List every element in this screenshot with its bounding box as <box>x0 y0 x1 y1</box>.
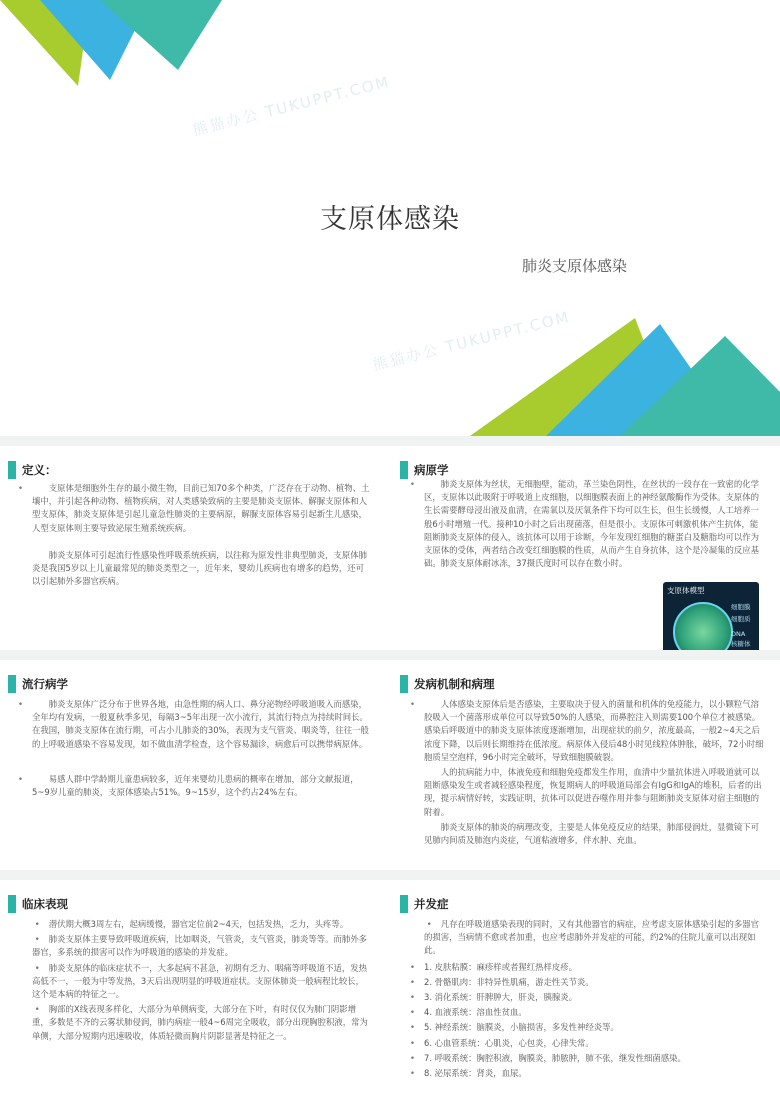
divider-band <box>0 650 780 660</box>
accent-bar <box>400 895 408 913</box>
paragraph: • 肺炎支原体广泛分布于世界各地，由急性期的病人口、鼻分泌物经呼吸道吸入而感染，全年均有发病，一般夏秋季多见，每隔3~5年出现一次小流行，其流行特点为持续时间长。在我国，肺炎支原体在流行期，可占小儿肺炎的30%，表现为支气管炎、咽炎等，往往一般的上呼吸道感染不容易发现，如不做血清学检查，这个容易漏诊，病愈后可以携带病原体。 <box>14 698 372 751</box>
slide-header <box>0 894 68 914</box>
cover-title: 支原体感染 <box>320 204 460 235</box>
slide-title: 临床表现 <box>22 897 68 911</box>
list-item: • 4. 血液系统：溶血性贫血。 <box>406 1006 766 1019</box>
cover-slide <box>0 0 780 436</box>
paragraph: • 支原体是细胞外生存的最小微生物，目前已知70多个种类，广泛存在于动物、植物、土壤中，并引起各种动物、植物疾病，对人类感染致病的主要是肺炎支原体、解脲支原体和人型支原体，肺炎支原体是引起儿童急性肺炎的主要病原，解脲支原体容易引起新生儿感染，人型支原体则主要导致泌尿生殖系统疾病。 <box>14 482 372 535</box>
list-item: • 肺炎支原体主要导致呼吸道疾病，比如咽炎，气管炎，支气管炎，肺炎等等。而肺外多器官，多系统的损害可以作为呼吸道的感染的并发症。 <box>14 933 372 959</box>
slide-pathogenesis <box>392 660 780 870</box>
slide-title: 并发症 <box>414 897 449 911</box>
slide-header <box>392 674 495 694</box>
figure-label: 细胞膜 <box>731 603 751 611</box>
accent-bar <box>8 461 16 479</box>
list-item: • 胸部的X线表现多样化，大部分为单侧病变，大部分在下叶，有时仅仅为肺门阴影增重，多数是不齐的云雾状肺侵润，肺内病症一般4~6周完全吸收，部分出现胸腔积液，常为单侧，大部分短期内迅速吸收，体质轻微而胸片阴影显著是特征之一。 <box>14 1003 372 1043</box>
watermark-text: 熊猫办公 TUKUPPT.COM <box>190 72 393 140</box>
list-item: • 1. 皮肤粘膜：麻疹样或者猩红热样皮疹。 <box>406 961 766 974</box>
list-item: • 潜伏期大概3周左右，起病缓慢，器官定位前2~4天，包括发热，乏力，头疼等。 <box>14 918 372 931</box>
paragraph: • 凡存在呼吸道感染表现的同时，又有其他器官的病症，应考虑支原体感染引起的多器官的损害，当病情不愈或者加重，也应考虑肺外并发症的可能，约2%的住院儿童可以出现如此。 <box>406 918 766 958</box>
accent-bar <box>8 895 16 913</box>
watermark-text: 熊猫办公 TUKUPPT.COM <box>370 307 573 375</box>
figure-label: 细胞质 <box>731 615 751 623</box>
slide-title: 发病机制和病理 <box>414 677 495 691</box>
cover-subtitle: 肺炎支原体感染 <box>522 257 628 275</box>
slide-header <box>392 894 449 914</box>
paragraph: 肺炎支原体可引起流行性感染性呼吸系统疾病，以往称为原发性非典型肺炎，支原体肺炎是我国5岁以上儿童最常见的肺炎类型之一，近年来，婴幼儿疾病也有增多的趋势，还可以引起肺外多器官疾病。 <box>32 549 368 587</box>
accent-bar <box>400 675 408 693</box>
bottom-right-triangles-decoration <box>470 296 780 436</box>
divider-band <box>0 870 780 880</box>
corner-triangles-decoration <box>0 0 230 100</box>
slide-definition <box>0 446 386 650</box>
slide-body <box>14 918 372 1045</box>
accent-bar <box>8 675 16 693</box>
figure-label: 核糖体 <box>731 640 751 648</box>
slide-body <box>406 478 766 580</box>
list-item: • 6. 心血管系统：心肌炎，心包炎，心律失常。 <box>406 1037 766 1050</box>
figure-caption: 支原体模型 <box>667 586 705 595</box>
list-item: • 5. 神经系统：脑膜炎，小脑损害，多发性神经炎等。 <box>406 1021 766 1034</box>
slide-epidemiology <box>0 660 386 870</box>
paragraph: • 肺炎支原体为丝状，无细胞壁，能动，革兰染色阴性，在丝状的一段存在一致密的化学区，支原体以此吸附于呼吸道上皮细胞，以细胞膜表面上的神经氨酸酶作为受体。支原体的生长需要酵母浸出液及血清，在需氧以及厌氧条件下均可以生长，但生长缓慢，人工培养一般6小时增殖一代。接种10小时之后出现菌落，但是很小。支原体可刺激机体产生抗体，能阻断肺炎支原体的侵入，该抗体可以用于诊断，今年发现红细胞的糖蛋白及糖脂均可以作为支原体的受体，两者结合改变红细胞膜的性质，从而产生自身抗体，这个是冷凝集的反应基础。肺炎支原体耐冰冻，37摄氏度时可以存在数小时。 <box>406 478 766 570</box>
list-item: • 3. 消化系统：肝脾肿大，肝炎，胰腺炎。 <box>406 991 766 1004</box>
list-item: • 7. 呼吸系统：胸腔积液，胸膜炎，肺脓肿，肺不张，继发性细菌感染。 <box>406 1052 766 1065</box>
slide-title: 流行病学 <box>22 677 68 691</box>
slide-body <box>406 918 766 1082</box>
list-item: • 8. 泌尿系统：肾炎，血尿。 <box>406 1067 766 1080</box>
slide-clinical <box>0 880 386 1102</box>
paragraph: • 人体感染支原体后是否感染，主要取决于侵入的菌量和机体的免疫能力，以小颗粒气溶胶吸入一个菌落形成单位可以导致50%的人感染，而鼻腔注入则需要100个单位才被感染。感染后呼吸道中的肺炎支原体浓度逐渐增加，出现症状的前夕，浓度最高，一般2~4天之后浓度下降，以后则长期维持在低浓度。病原体入侵后48小时见线粒体肿胀，破坏，72小时细胞质呈空泡样，96小时完全破坏，导致细胞膜破裂。 <box>406 698 766 764</box>
slide-header <box>0 674 68 694</box>
paragraph: • 易感人群中学龄期儿童患病较多，近年来婴幼儿患病的概率在增加，部分文献报道，5~9岁儿童的肺炎，支原体感染占51%。9~15岁，这个约占24%左右。 <box>14 773 372 799</box>
slide-header <box>392 460 449 480</box>
paragraph: 肺炎支原体的肺炎的病理改变，主要是人体免疫反应的结果，肺部侵润灶，显微镜下可见肺内间质及肺泡内炎症，气道粘液增多，伴水肿、充血。 <box>424 821 760 846</box>
slide-pathogen <box>392 446 780 650</box>
slide-body <box>14 698 372 809</box>
list-item: • 2. 骨骼肌肉：非特异性肌痛，游走性关节炎。 <box>406 976 766 989</box>
divider-band <box>0 436 780 446</box>
slide-body <box>406 698 766 851</box>
paragraph: 人的抗病能力中，体液免疫和细胞免疫都发生作用，血清中少量抗体进入呼吸道就可以阻断感染发生或者减轻感染程度，恢复期病人的呼吸道局部会有IgG和IgA的堆积，后者的出现，提示病情好转，实践证明，抗体可以促进吞噬作用并参与阻断肺炎支原体对宿主细胞的附着。 <box>424 767 762 817</box>
slide-title: 定义： <box>22 463 57 477</box>
accent-bar <box>400 461 408 479</box>
figure-label: DNA <box>731 630 746 638</box>
slide-title: 病原学 <box>414 463 449 477</box>
slide-complications <box>392 880 780 1102</box>
slide-body <box>14 482 372 592</box>
list-item: • 肺炎支原体的临床症状不一，大多起病不甚急，初期有乏力、咽痛等呼吸道不适，发热高低不一，一般为中等发热，3天后出现明显的呼吸道症状。支原体肺炎一般病程比较长，这个是本病的特征之一。 <box>14 962 372 1002</box>
slide-header <box>0 460 57 480</box>
